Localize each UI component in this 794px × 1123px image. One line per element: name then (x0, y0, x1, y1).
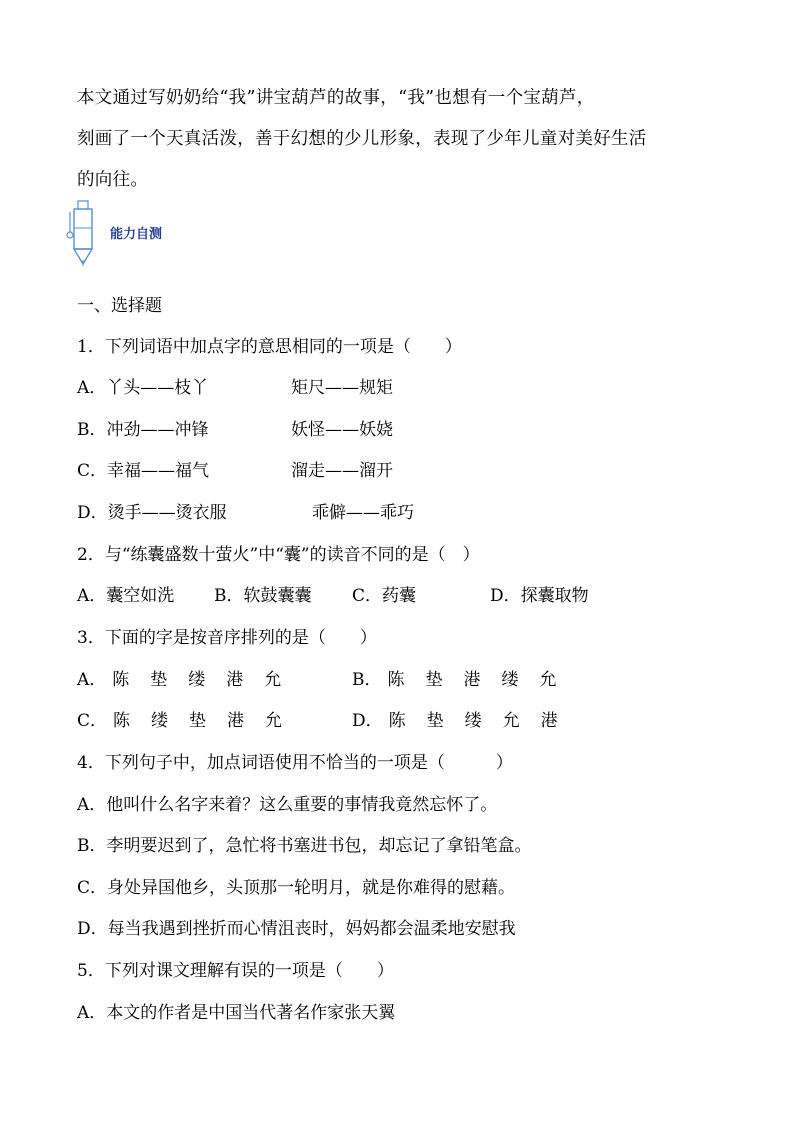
q3-option-d-letter: D． (352, 711, 383, 731)
q4-option-d: D．每当我遇到挫折而心情沮丧时，妈妈都会温柔地安慰我 (77, 919, 516, 939)
intro-line-2: 刻画了一个天真活泼，善于幻想的少儿形象，表现了少年儿童对美好生活 (77, 129, 647, 149)
q3-option-a (77, 669, 281, 691)
q2-option-c: C．药囊 (352, 586, 417, 606)
q3-option-c-char: 陈 (113, 711, 131, 731)
q3-option-d-char: 允 (502, 711, 520, 731)
q4-option-c: C．身处异国他乡，头顶那一轮明月，就是你难得的慰藉。 (77, 878, 516, 898)
q4-stem: 4．下列句子中，加点词语使用不恰当的一项是（ ） (77, 753, 513, 773)
q3-option-b-char: 缕 (501, 670, 519, 690)
q3-option-d-char: 港 (540, 711, 558, 731)
q3-option-a-char: 陈 (112, 670, 130, 690)
q1-option-c-right: 溜走——溜开 (291, 461, 393, 481)
q3-option-a-char: 垫 (150, 670, 168, 690)
q3-stem: 3．下面的字是按音序排列的是（ ） (77, 628, 377, 648)
q3-option-d-char: 缕 (464, 711, 482, 731)
q1-option-b-left: B．冲劲——冲锋 (77, 420, 209, 440)
q3-option-b-char: 允 (539, 670, 557, 690)
q3-option-c-char: 允 (265, 711, 283, 731)
q1-option-d-right: 乖僻——乖巧 (312, 503, 414, 523)
intro-line-1: 本文通过写奶奶给“我”讲宝葫芦的故事，“我”也想有一个宝葫芦， (77, 88, 595, 108)
q2-stem: 2．与“练囊盛数十萤火”中“囊”的读音不同的是（ ） (77, 545, 480, 565)
section-tag-label: 能力自测 (110, 227, 163, 242)
intro-line-3: 的向往。 (77, 170, 149, 190)
section-title: 一、选择题 (77, 296, 162, 316)
pen-icon (64, 198, 104, 268)
q3-option-d (352, 710, 558, 732)
q3-option-c-char: 缕 (151, 711, 169, 731)
q3-option-b-letter: B． (352, 670, 382, 690)
q1-option-b-right: 妖怪——妖娆 (291, 420, 393, 440)
q3-option-b (352, 669, 557, 691)
q1-option-a-left: A．丫头——枝丫 (77, 378, 209, 398)
q3-option-b-char: 垫 (425, 670, 443, 690)
q5-option-a: A．本文的作者是中国当代著名作家张天翼 (77, 1003, 396, 1023)
q3-option-d-char: 垫 (426, 711, 444, 731)
q3-option-d-char: 陈 (388, 711, 406, 731)
q5-stem: 5．下列对课文理解有误的一项是（ ） (77, 961, 394, 981)
q3-option-b-char: 港 (463, 670, 481, 690)
q4-option-b: B．李明要迟到了，急忙将书塞进书包，却忘记了拿铅笔盒。 (77, 836, 532, 856)
q3-option-a-char: 允 (264, 670, 282, 690)
q3-option-b-char: 陈 (387, 670, 405, 690)
q3-option-c-char: 垫 (189, 711, 207, 731)
q3-option-c-letter: C． (77, 711, 108, 731)
q3-option-a-char: 港 (226, 670, 244, 690)
q1-option-a-right: 矩尺——规矩 (291, 378, 393, 398)
q2-option-a: A．囊空如洗 (77, 586, 175, 606)
q3-option-c-char: 港 (227, 711, 245, 731)
q1-option-c-left: C．幸福——福气 (77, 461, 210, 481)
q1-stem: 1．下列词语中加点字的意思相同的一项是（ ） (77, 337, 462, 357)
q2-option-d: D．探囊取物 (490, 586, 589, 606)
q3-option-a-letter: A． (77, 670, 107, 690)
q4-option-a: A．他叫什么名字来着？这么重要的事情我竟然忘怀了。 (77, 795, 498, 815)
q1-option-d-left: D．烫手——烫衣服 (77, 503, 227, 523)
q3-option-a-char: 缕 (188, 670, 206, 690)
section-tag (64, 198, 244, 268)
q3-option-c (77, 710, 282, 732)
q2-option-b: B．软鼓囊囊 (214, 586, 312, 606)
